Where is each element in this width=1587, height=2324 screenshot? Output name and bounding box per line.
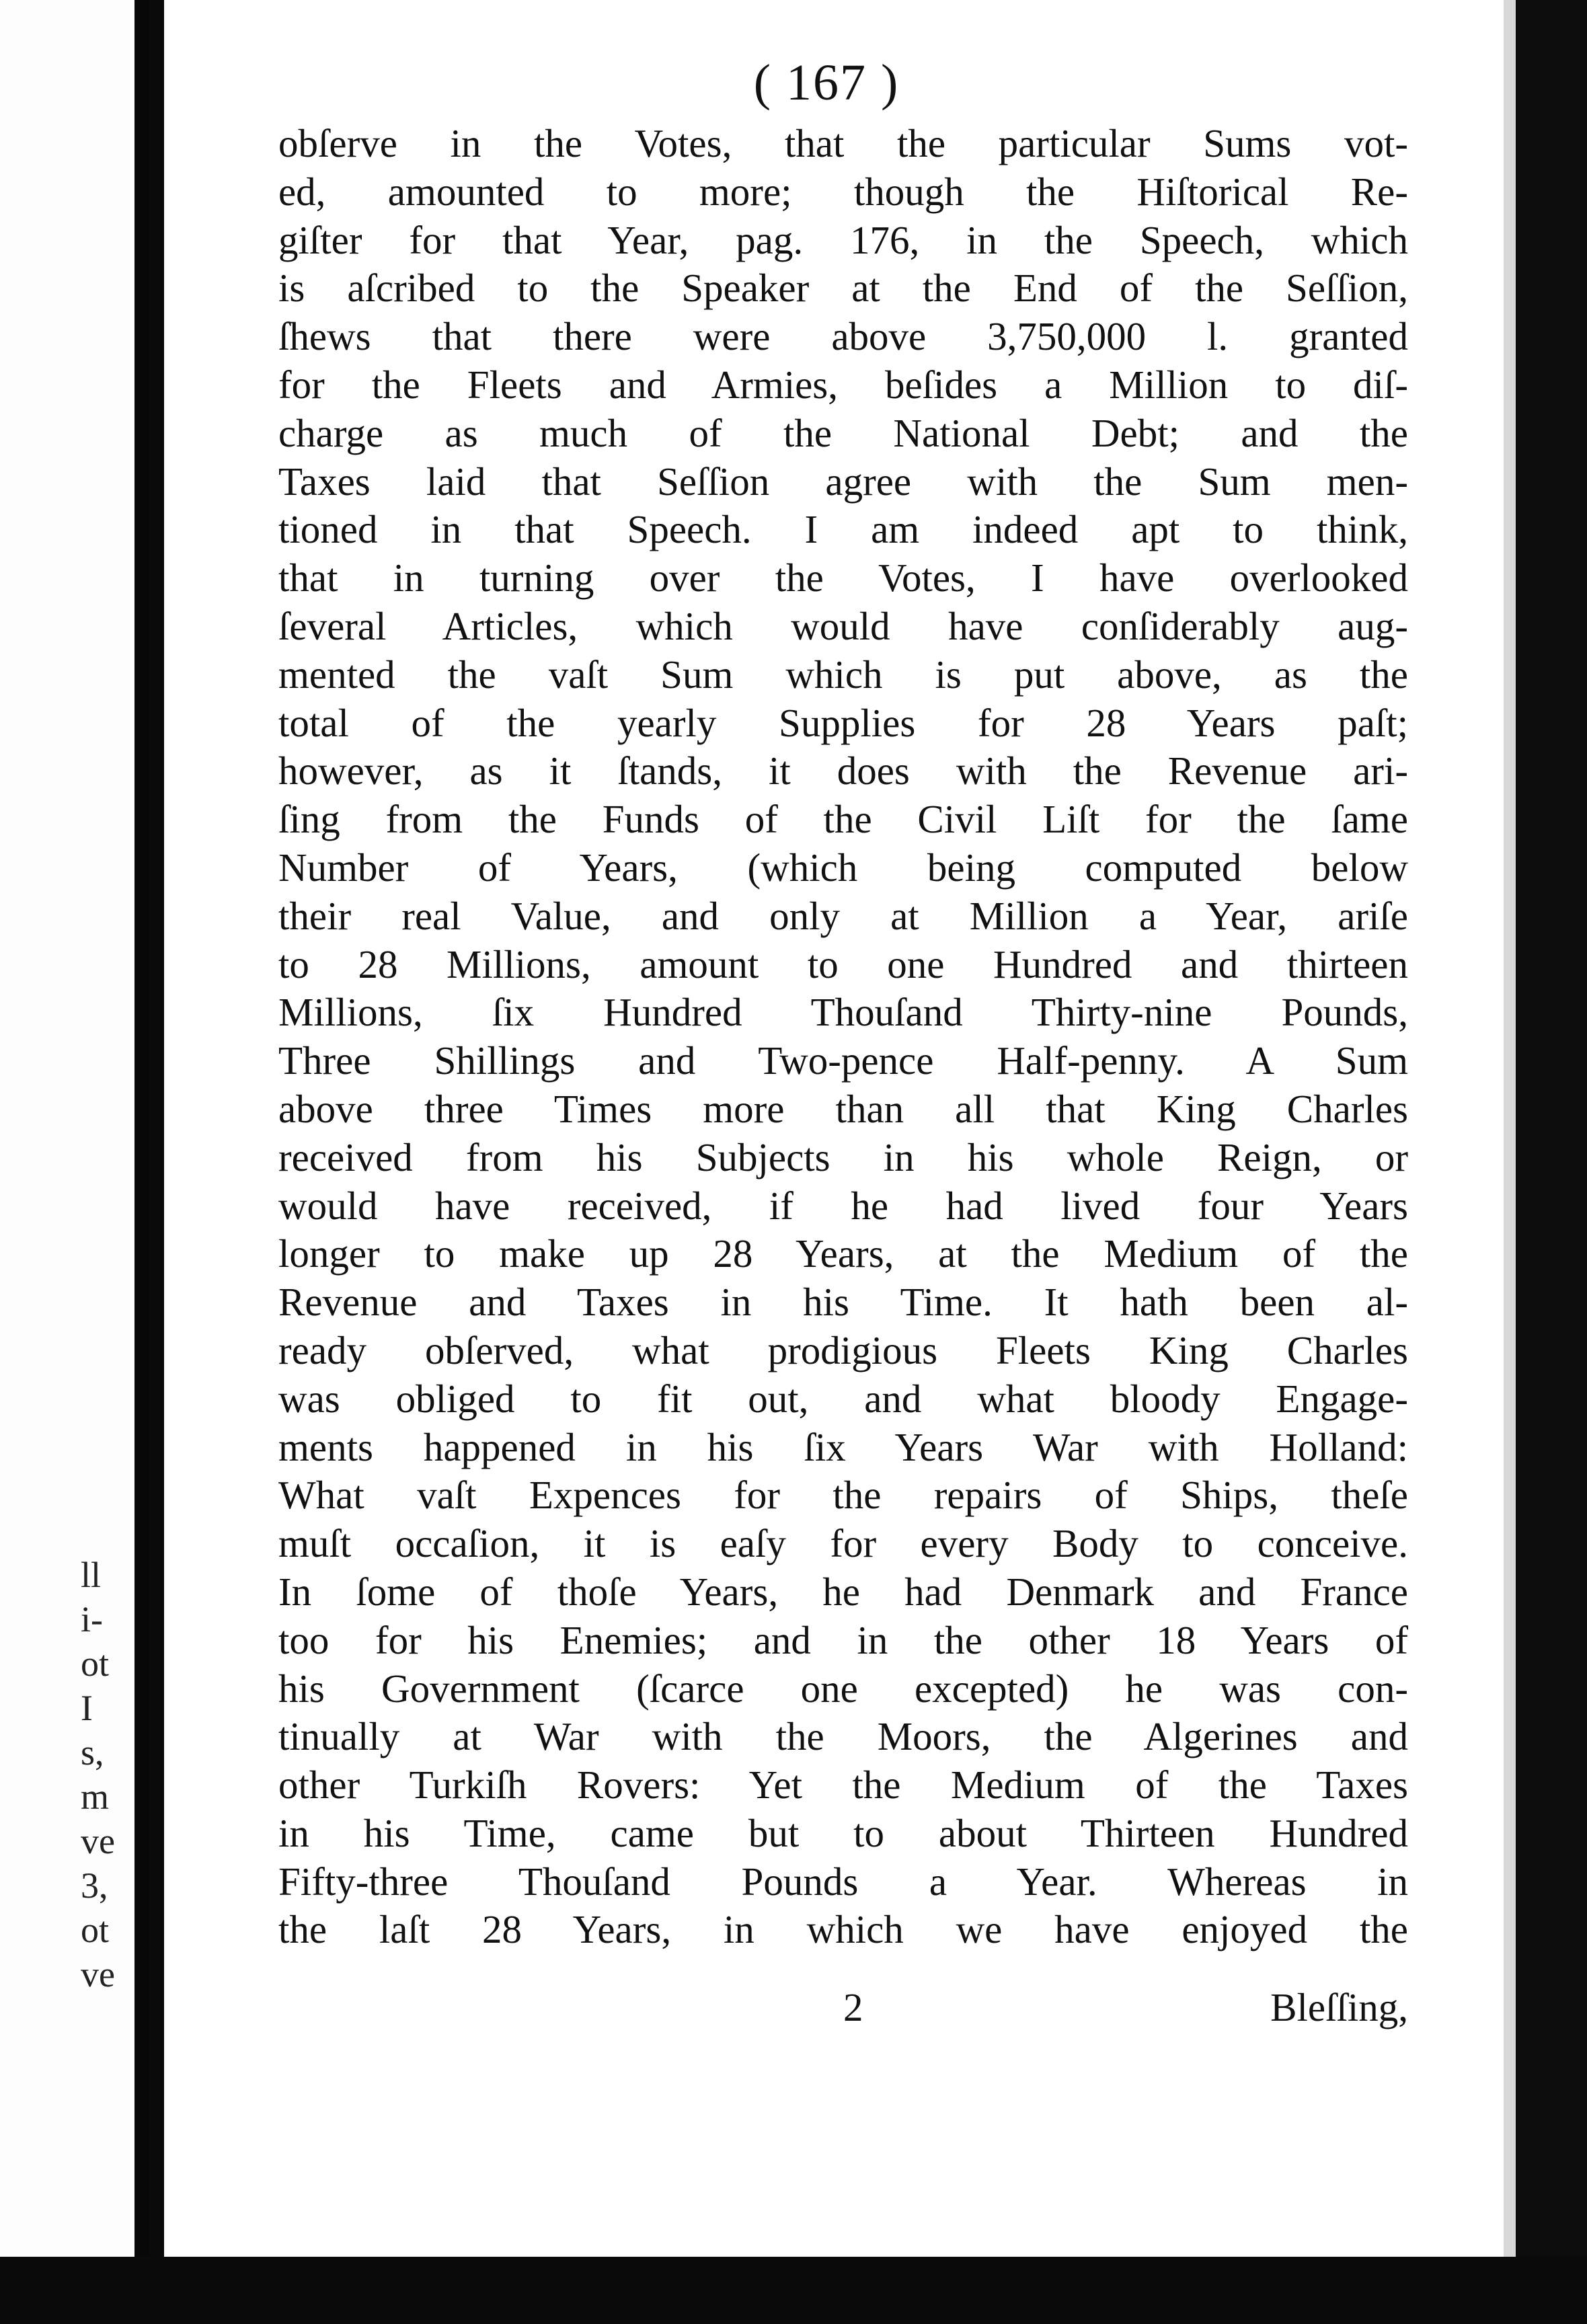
text-line: his Government (ſcarce one excepted) he was con- xyxy=(278,1666,1408,1711)
text-line: mented the vaſt Sum which is put above, as the xyxy=(278,652,1408,697)
text-line: for the Fleets and Armies, beſides a Million to diſ- xyxy=(278,362,1408,407)
text-line: Millions, ſix Hundred Thouſand Thirty-nine Pounds, xyxy=(278,990,1408,1035)
page-text-block xyxy=(278,120,1408,1954)
text-line: in his Time, came but to about Thirteen Hundred xyxy=(278,1810,1408,1855)
text-line: ed, amounted to more; though the Hiſtorical Re- xyxy=(278,169,1408,214)
text-line: charge as much of the National Debt; and the xyxy=(278,410,1408,455)
facing-page-fragment: ve xyxy=(81,1954,115,1994)
facing-page-fragment: ve xyxy=(81,1821,115,1861)
text-line: giſter for that Year, pag. 176, in the Speech, which xyxy=(278,217,1408,262)
text-line: ready obſerved, what prodigious Fleets King Charles xyxy=(278,1327,1408,1372)
text-line: above three Times more than all that King Charles xyxy=(278,1086,1408,1131)
binding-gutter xyxy=(149,0,164,2324)
facing-page-fragment: m xyxy=(81,1777,110,1817)
text-line: In ſome of thoſe Years, he had Denmark and France xyxy=(278,1569,1408,1614)
text-line: Three Shillings and Two-pence Half-penny. A Sum xyxy=(278,1038,1408,1083)
facing-page-fragment: i- xyxy=(81,1599,103,1639)
text-line: would have received, if he had lived four Years xyxy=(278,1183,1408,1228)
facing-page-fragment: ll xyxy=(81,1555,102,1595)
text-line: obſerve in the Votes, that the particular Sums vot- xyxy=(278,121,1408,165)
text-line: was obliged to fit out, and what bloody Engage- xyxy=(278,1376,1408,1421)
facing-page-fragment: s, xyxy=(81,1732,104,1773)
text-line: their real Value, and only at Million a Year, ariſe xyxy=(278,893,1408,938)
text-line: ſhews that there were above 3,750,000 l. granted xyxy=(278,314,1408,359)
text-line: is aſcribed to the Speaker at the End of the Seſſion, xyxy=(278,266,1408,311)
facing-page-fragment: I xyxy=(81,1688,93,1728)
facing-page-fragment: ot xyxy=(81,1910,110,1950)
facing-page-fragment: 3, xyxy=(81,1865,108,1906)
text-line: other Turkiſh Rovers: Yet the Medium of the Taxes xyxy=(278,1763,1408,1808)
text-line: however, as it ſtands, it does with the Revenue ari- xyxy=(278,748,1408,793)
text-line: total of the yearly Supplies for 28 Years paſt; xyxy=(278,700,1408,745)
facing-page-edge xyxy=(0,0,149,2324)
text-line: Taxes laid that Seſſion agree with the Sum men- xyxy=(278,459,1408,504)
text-line: tioned in that Speech. I am indeed apt to think, xyxy=(278,507,1408,552)
facing-page-text-fragments xyxy=(0,0,134,2257)
scan-bottom-border xyxy=(0,2257,1587,2324)
text-line: that in turning over the Votes, I have overlooked xyxy=(278,555,1408,601)
text-line: ments happened in his ſix Years War with Holland: xyxy=(278,1424,1408,1469)
page-edge-shadow xyxy=(1504,0,1587,2324)
text-line: to 28 Millions, amount to one Hundred and thirteen xyxy=(278,941,1408,986)
text-line: ſeveral Articles, which would have conſiderably aug- xyxy=(278,603,1408,648)
text-line: What vaſt Expences for the repairs of Ships, theſe xyxy=(278,1473,1408,1518)
text-line: tinually at War with the Moors, the Algerines and xyxy=(278,1714,1408,1759)
page-number-header: ( 167 ) xyxy=(753,54,900,111)
catchword: Bleſſing, xyxy=(1270,1985,1408,2029)
text-line: Number of Years, (which being computed below xyxy=(278,845,1408,890)
text-line: the laſt 28 Years, in which we have enjoyed the xyxy=(278,1907,1408,1952)
facing-page-fragment: ot xyxy=(81,1643,110,1684)
text-line: too for his Enemies; and in the other 18 Years of xyxy=(278,1617,1408,1662)
text-line: Fifty-three Thouſand Pounds a Year. Whereas in xyxy=(278,1859,1408,1904)
book-page xyxy=(164,0,1504,2257)
page-footer xyxy=(278,1980,1408,2034)
text-line: ſing from the Funds of the Civil Liſt for the ſame xyxy=(278,797,1408,842)
signature-mark: 2 xyxy=(843,1985,863,2029)
text-line: received from his Subjects in his whole Reign, or xyxy=(278,1134,1408,1179)
text-line: muſt occaſion, it is eaſy for every Body to conceive. xyxy=(278,1521,1408,1566)
text-line: longer to make up 28 Years, at the Medium of the xyxy=(278,1231,1408,1276)
text-line: Revenue and Taxes in his Time. It hath been al- xyxy=(278,1280,1408,1325)
